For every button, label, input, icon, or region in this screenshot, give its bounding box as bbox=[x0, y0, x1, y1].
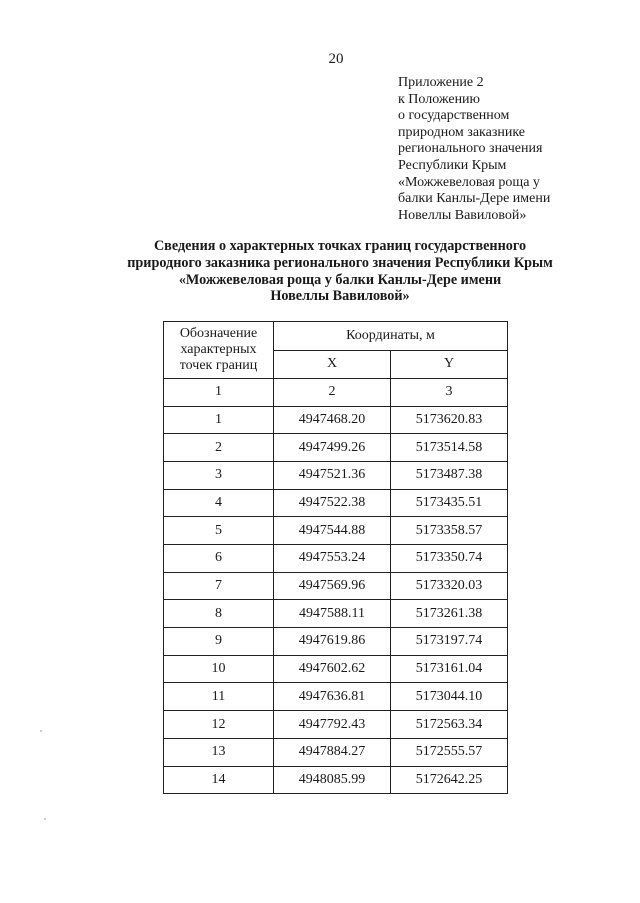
appendix-line: о государственном bbox=[398, 108, 510, 124]
table-row bbox=[164, 545, 508, 573]
appendix-line: «Можжевеловая роща у bbox=[398, 174, 540, 190]
x-coordinate-cell: 4947588.11 bbox=[274, 600, 391, 628]
x-column-header: X bbox=[274, 350, 391, 379]
header-line: точек границ bbox=[179, 358, 258, 373]
y-coordinate-cell: 5172642.25 bbox=[391, 766, 508, 794]
header-line: характерных bbox=[180, 342, 257, 357]
y-coordinate-cell: 5173487.38 bbox=[391, 461, 508, 489]
title-line: Сведения о характерных точках границ государственного bbox=[153, 238, 527, 254]
table-row bbox=[164, 711, 508, 739]
column-number: 2 bbox=[274, 379, 391, 407]
page-number: 20 bbox=[328, 51, 344, 67]
point-number-cell: 13 bbox=[164, 738, 274, 766]
point-number-cell: 14 bbox=[164, 766, 274, 794]
coordinates-header: Координаты, м bbox=[274, 322, 508, 351]
table-row bbox=[164, 517, 508, 545]
x-coordinate-cell: 4947884.27 bbox=[274, 738, 391, 766]
x-coordinate-cell: 4947521.36 bbox=[274, 461, 391, 489]
appendix-line: регионального значения bbox=[398, 141, 543, 157]
x-coordinate-cell: 4948085.99 bbox=[274, 766, 391, 794]
title-line: Новеллы Вавиловой» bbox=[270, 288, 410, 305]
appendix-line: балки Канлы-Дере имени bbox=[398, 191, 551, 207]
x-coordinate-cell: 4947569.96 bbox=[274, 572, 391, 600]
x-coordinate-cell: 4947522.38 bbox=[274, 489, 391, 517]
point-number-cell: 8 bbox=[164, 600, 274, 628]
appendix-line: Новеллы Вавиловой» bbox=[398, 207, 527, 223]
scan-speck bbox=[44, 818, 46, 820]
y-coordinate-cell: 5173358.57 bbox=[391, 517, 508, 545]
title-line: «Можжевеловая роща у балки Канлы-Дере имени bbox=[178, 271, 502, 288]
table-row bbox=[164, 738, 508, 766]
table-row bbox=[164, 600, 508, 628]
column-number: 3 bbox=[391, 379, 508, 407]
y-coordinate-cell: 5173261.38 bbox=[391, 600, 508, 628]
appendix-line: природном заказнике bbox=[398, 124, 526, 140]
table-row bbox=[164, 489, 508, 517]
y-column-header: Y bbox=[391, 350, 508, 379]
point-number-cell: 7 bbox=[164, 572, 274, 600]
appendix-line: Республики Крым bbox=[398, 157, 507, 173]
point-number-cell: 12 bbox=[164, 711, 274, 739]
appendix-reference bbox=[398, 75, 598, 224]
x-coordinate-cell: 4947602.62 bbox=[274, 655, 391, 683]
y-coordinate-cell: 5173620.83 bbox=[391, 406, 508, 434]
point-number-cell: 6 bbox=[164, 545, 274, 573]
point-number-cell: 4 bbox=[164, 489, 274, 517]
table-row bbox=[164, 766, 508, 794]
title-line: природного заказника регионального значения Республики Крым bbox=[127, 254, 553, 271]
x-coordinate-cell: 4947499.26 bbox=[274, 434, 391, 462]
y-coordinate-cell: 5173350.74 bbox=[391, 545, 508, 573]
appendix-line: Приложение 2 bbox=[398, 75, 484, 90]
table-row bbox=[164, 461, 508, 489]
table-row bbox=[164, 628, 508, 656]
table-row bbox=[164, 406, 508, 434]
boundary-points-table bbox=[163, 321, 508, 794]
point-number-cell: 11 bbox=[164, 683, 274, 711]
document-title bbox=[90, 238, 590, 305]
y-coordinate-cell: 5173044.10 bbox=[391, 683, 508, 711]
point-number-cell: 10 bbox=[164, 655, 274, 683]
y-coordinate-cell: 5172563.34 bbox=[391, 711, 508, 739]
x-coordinate-cell: 4947792.43 bbox=[274, 711, 391, 739]
column-number: 1 bbox=[164, 379, 274, 407]
scan-speck bbox=[40, 730, 42, 732]
x-coordinate-cell: 4947619.86 bbox=[274, 628, 391, 656]
point-number-cell: 3 bbox=[164, 461, 274, 489]
y-coordinate-cell: 5172555.57 bbox=[391, 738, 508, 766]
x-coordinate-cell: 4947636.81 bbox=[274, 683, 391, 711]
table-row bbox=[164, 434, 508, 462]
point-number-cell: 9 bbox=[164, 628, 274, 656]
x-coordinate-cell: 4947468.20 bbox=[274, 406, 391, 434]
y-coordinate-cell: 5173514.58 bbox=[391, 434, 508, 462]
point-designation-header bbox=[164, 322, 274, 379]
point-number-cell: 2 bbox=[164, 434, 274, 462]
header-line: Обозначение bbox=[179, 326, 258, 341]
x-coordinate-cell: 4947553.24 bbox=[274, 545, 391, 573]
table-row bbox=[164, 655, 508, 683]
point-number-cell: 5 bbox=[164, 517, 274, 545]
table-row bbox=[164, 683, 508, 711]
y-coordinate-cell: 5173435.51 bbox=[391, 489, 508, 517]
x-coordinate-cell: 4947544.88 bbox=[274, 517, 391, 545]
table-body bbox=[164, 406, 508, 794]
y-coordinate-cell: 5173197.74 bbox=[391, 628, 508, 656]
y-coordinate-cell: 5173320.03 bbox=[391, 572, 508, 600]
point-number-cell: 1 bbox=[164, 406, 274, 434]
y-coordinate-cell: 5173161.04 bbox=[391, 655, 508, 683]
appendix-line: к Положению bbox=[398, 91, 481, 107]
table-row bbox=[164, 572, 508, 600]
column-number-row bbox=[164, 379, 508, 407]
